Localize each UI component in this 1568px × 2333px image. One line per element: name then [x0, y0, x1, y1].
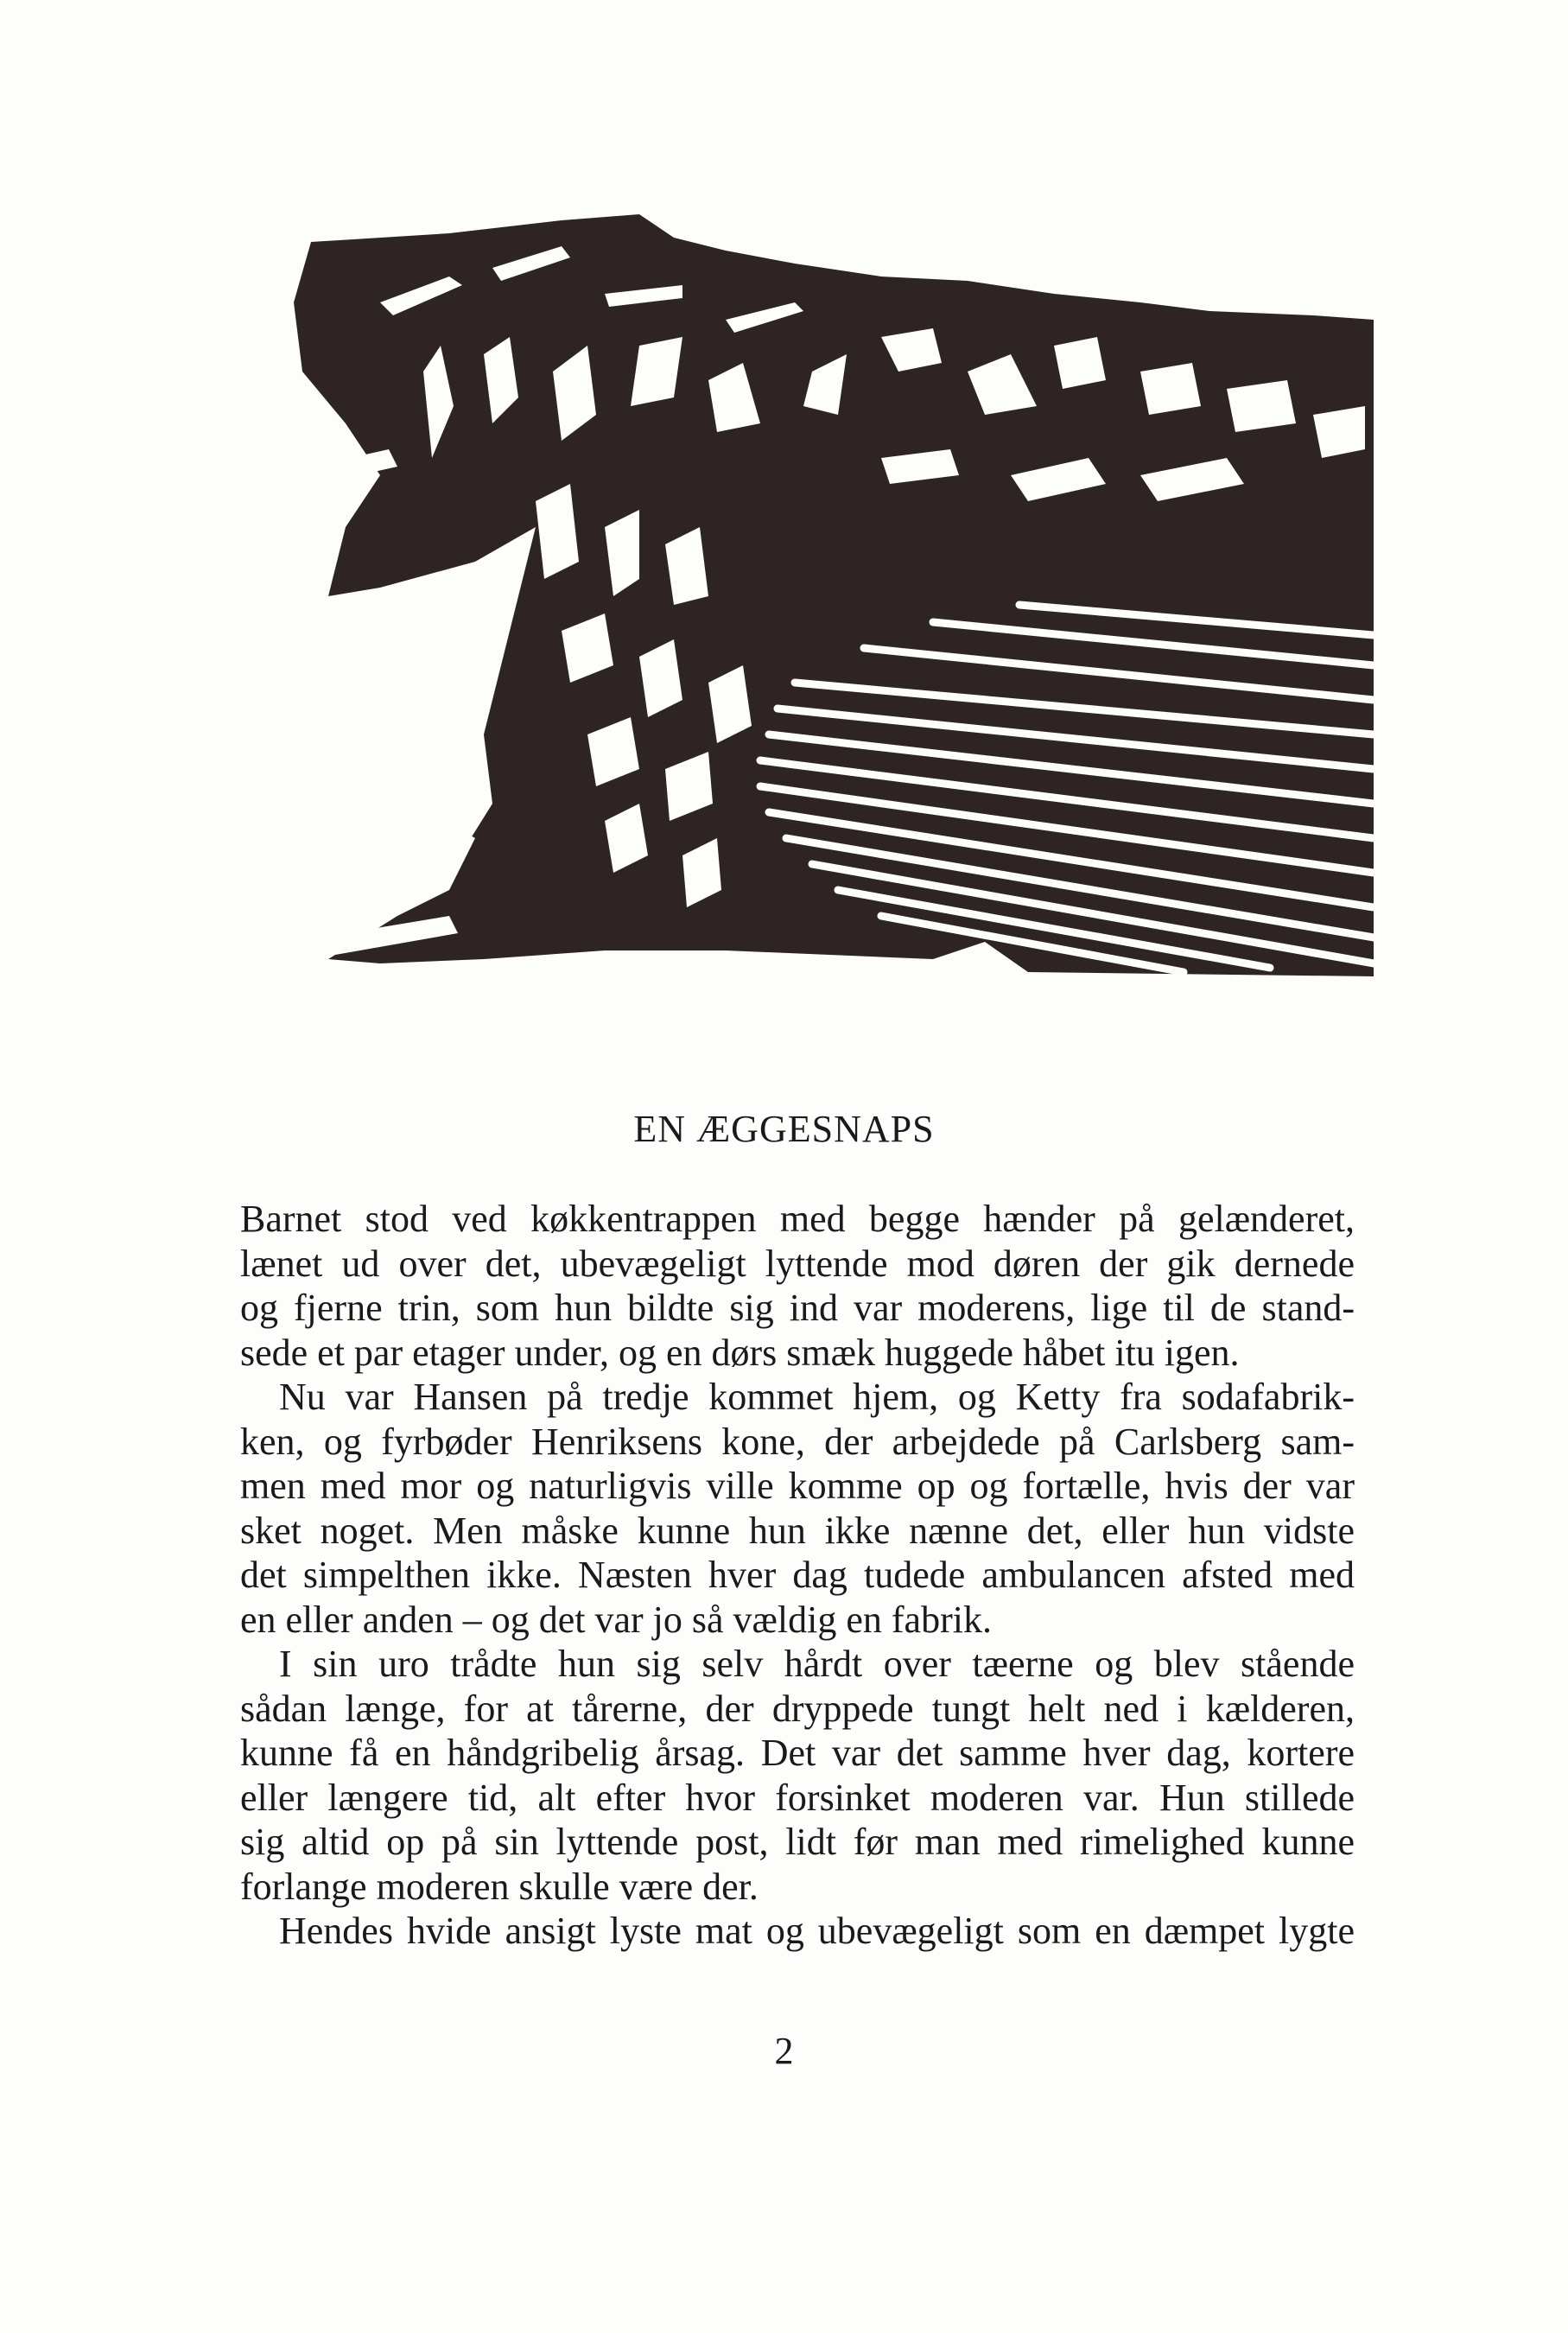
text-line: sket noget. Men måske kunne hun ikke nænne det, eller hun vidste	[240, 1509, 1355, 1552]
text-line: sede et par etager under, og en dørs smæk huggede håbet itu igen.	[240, 1331, 1240, 1374]
chapter-title: EN ÆGGESNAPS	[633, 1108, 935, 1150]
text-line: ken, og fyrbøder Henriksens kone, der arbejdede på Carlsberg sam-	[240, 1420, 1355, 1463]
page-number: 2	[774, 2030, 794, 2072]
text-line: det simpelthen ikke. Næsten hver dag tudede ambulancen afsted med	[240, 1554, 1355, 1596]
text-line: kunne få en håndgribelig årsag. Det var det samme hver dag, kortere	[240, 1732, 1355, 1774]
text-line: og fjerne trin, som hun bildte sig ind var moderens, lige til de stand-	[240, 1287, 1355, 1329]
text-line: lænet ud over det, ubevægeligt lyttende mod døren der gik dernede	[240, 1242, 1355, 1285]
text-line: eller længere tid, alt efter hvor forsinket moderen var. Hun stillede	[240, 1776, 1355, 1819]
text-line: sig altid op på sin lyttende post, lidt før man med rimelighed kunne	[240, 1821, 1355, 1863]
body-text	[240, 1197, 1355, 1954]
text-line: Barnet stod ved køkkentrappen med begge hænder på gelænderet,	[240, 1198, 1355, 1240]
text-line: en eller anden – og det var jo så vældig en fabrik.	[240, 1598, 992, 1641]
text-line: sådan længe, for at tårerne, der dryppede tungt helt ned i kælderen,	[240, 1687, 1355, 1730]
text-line: men med mor og naturligvis ville komme op og fortælle, hvis der var	[240, 1465, 1355, 1507]
woodcut-landscape-illustration	[276, 199, 1374, 976]
text-line: forlange moderen skulle være der.	[240, 1865, 759, 1908]
text-line: Nu var Hansen på tredje kommet hjem, og Ketty fra sodafabrik-	[279, 1376, 1355, 1418]
text-line: Hendes hvide ansigt lyste mat og ubevægeligt som en dæmpet lygte	[279, 1910, 1355, 1952]
text-line: I sin uro trådte hun sig selv hårdt over tæerne og blev stående	[279, 1643, 1355, 1685]
